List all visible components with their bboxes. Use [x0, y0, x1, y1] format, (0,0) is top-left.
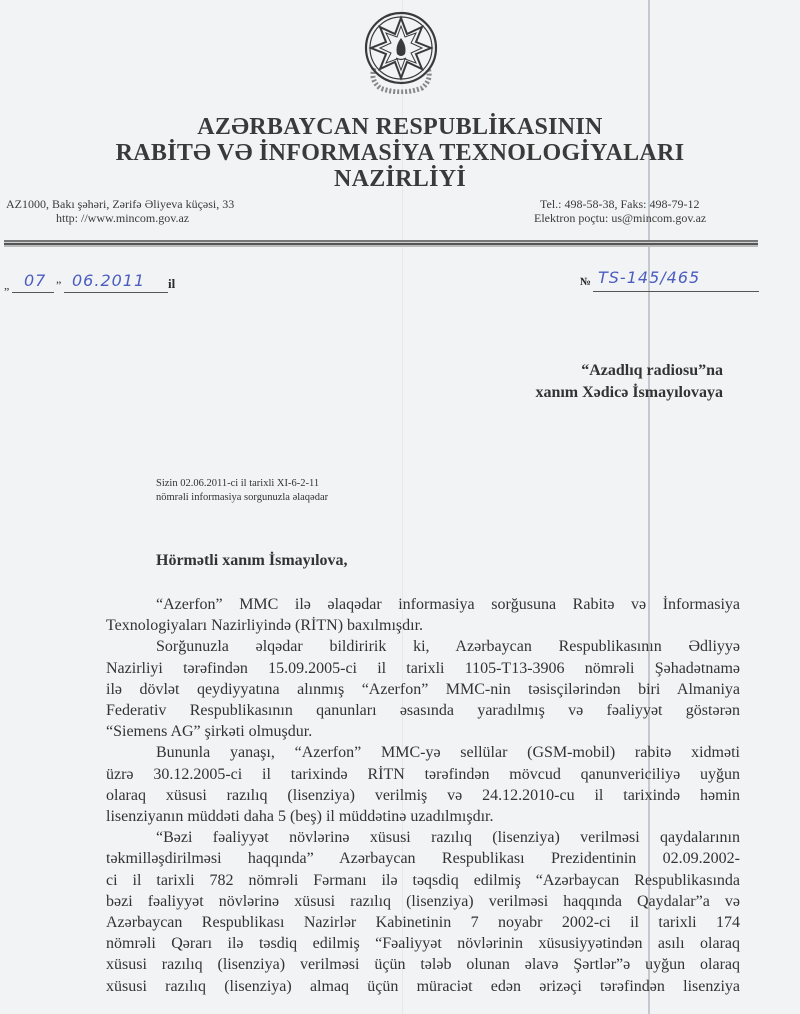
number-underline — [593, 291, 759, 292]
body-line: Sorğunuzla əlqədar bildiririk ki, Azərbaycan Respublikasının Ədliyyə — [156, 638, 740, 656]
quote-open: „ — [4, 278, 10, 292]
phone-fax: Tel.: 498-58-38, Faks: 498-79-12 — [540, 197, 700, 211]
date-month-year-handwritten: 06.2011 — [72, 271, 146, 290]
body-line: Federativ Respublikasının qanunları əsasında yaradılmış və fəaliyyət göstərən — [106, 702, 740, 720]
body-line: ci il tarixli 782 nömrəli Fərmanı ilə təqsdiq edilmiş “Azərbaycan Respublikasında — [106, 871, 740, 889]
letter-body — [106, 594, 740, 997]
document-number-handwritten: TS-145/465 — [598, 268, 701, 287]
recipient-name: xanım Xədicə İsmayılovaya — [535, 384, 723, 401]
quote-close: ” — [56, 278, 62, 292]
body-line: ilə dövlət qeydiyyatına alınmış “Azerfon” MMC-nin təsisçilərindən biri Almaniya — [106, 680, 740, 698]
body-line: Azərbaycan Respublikası Nazirlər Kabinetinin 7 noyabr 2002-ci il tarixli 174 — [106, 914, 740, 932]
year-suffix: il — [168, 276, 176, 291]
body-line: “Azerfon” MMC ilə əlaqədar informasiya sorğusuna Rabitə və İnformasiya — [156, 596, 740, 613]
website-link[interactable]: http: //www.mincom.gov.az — [56, 211, 190, 225]
body-line: bəzi fəaliyyət növlərinə xüsusi razılıq (lisenziya) verilməsi haqqında Qaydalar”a və — [106, 892, 740, 910]
body-line: Nazirliyi tərəfindən 15.09.2005-ci il tarixli 1105-T13-3906 nömrəli Şəhadətnamə — [106, 659, 740, 677]
salutation: Hörmətli xanım İsmayılova, — [156, 552, 348, 569]
ministry-title-line-3: NAZİRLİYİ — [333, 166, 467, 192]
body-line: Bununla yanaşı, “Azerfon” MMC-yə sellülar (GSM-mobil) rabitə xidməti — [156, 744, 740, 762]
body-line: “Bəzi fəaliyyət növlərinə xüsusi razılıq (lisenziya) verilməsi qaydalarının — [156, 829, 740, 847]
body-line: lisenziyanın müddəti daha 5 (beş) il müddətinə uzadılmışdır. — [106, 808, 494, 826]
postal-address: AZ1000, Bakı şəhəri, Zərifə Əliyeva küçəsi, 33 — [6, 197, 235, 211]
body-line: xüsusi razılıq (lisenziya) almaq üçün müraciət edən ərizəçi tərəfindən lisenziya — [106, 977, 740, 995]
number-sign: № — [580, 276, 592, 288]
body-line: “Siemens AG” şirkəti olmuşdur. — [106, 723, 313, 741]
state-emblem-icon — [360, 8, 442, 94]
body-line: üzrə 30.12.2005-ci il tarixində RİTN tərəfindən mövcud qanunvericiliyə uyğun — [106, 765, 740, 783]
date-month-underline — [64, 292, 168, 293]
reference-line-2: nömrəli informasiya sorgunuzla əlaqədar — [156, 492, 329, 503]
reference-line-1: Sizin 02.06.2011-ci il tarixli XI-6-2-11 — [156, 478, 320, 489]
body-line: Texnologiyaları Nazirliyində (RİTN) baxılmışdır. — [106, 617, 424, 635]
letterhead-divider — [4, 240, 496, 247]
body-line: olaraq xüsusi razılıq (lisenziya) verilmiş və 24.12.2010-cu il tarixində həmin — [106, 786, 740, 804]
ministry-title-line-2: RABİTƏ VƏ İNFORMASİYA TEXNOLOGİYALARI — [115, 140, 685, 166]
body-line: təkmilləşdirilməsi haqqında” Azərbaycan Respublikası Prezidentinin 02.09.2002- — [106, 850, 740, 868]
body-line: nömrəli Qərarı ilə təsdiq edilmiş “Fəaliyyət növlərinin xüsusiyyətindən asılı olaraq — [106, 935, 740, 953]
recipient-organization: “Azadlıq radiosu”na — [581, 362, 723, 379]
email-link[interactable]: Elektron poçtu: us@mincom.gov.az — [534, 211, 707, 225]
body-line: xüsusi razılıq (lisenziya) verilməsi üçün tələb olunan əlavə Şərtlər”ə uyğun olaraq — [106, 956, 740, 974]
ministry-title-line-1: AZƏRBAYCAN RESPUBLİKASININ — [197, 114, 603, 140]
date-day-handwritten: 07 — [24, 271, 47, 290]
date-day-underline — [12, 292, 54, 293]
letterhead-divider — [496, 240, 758, 247]
